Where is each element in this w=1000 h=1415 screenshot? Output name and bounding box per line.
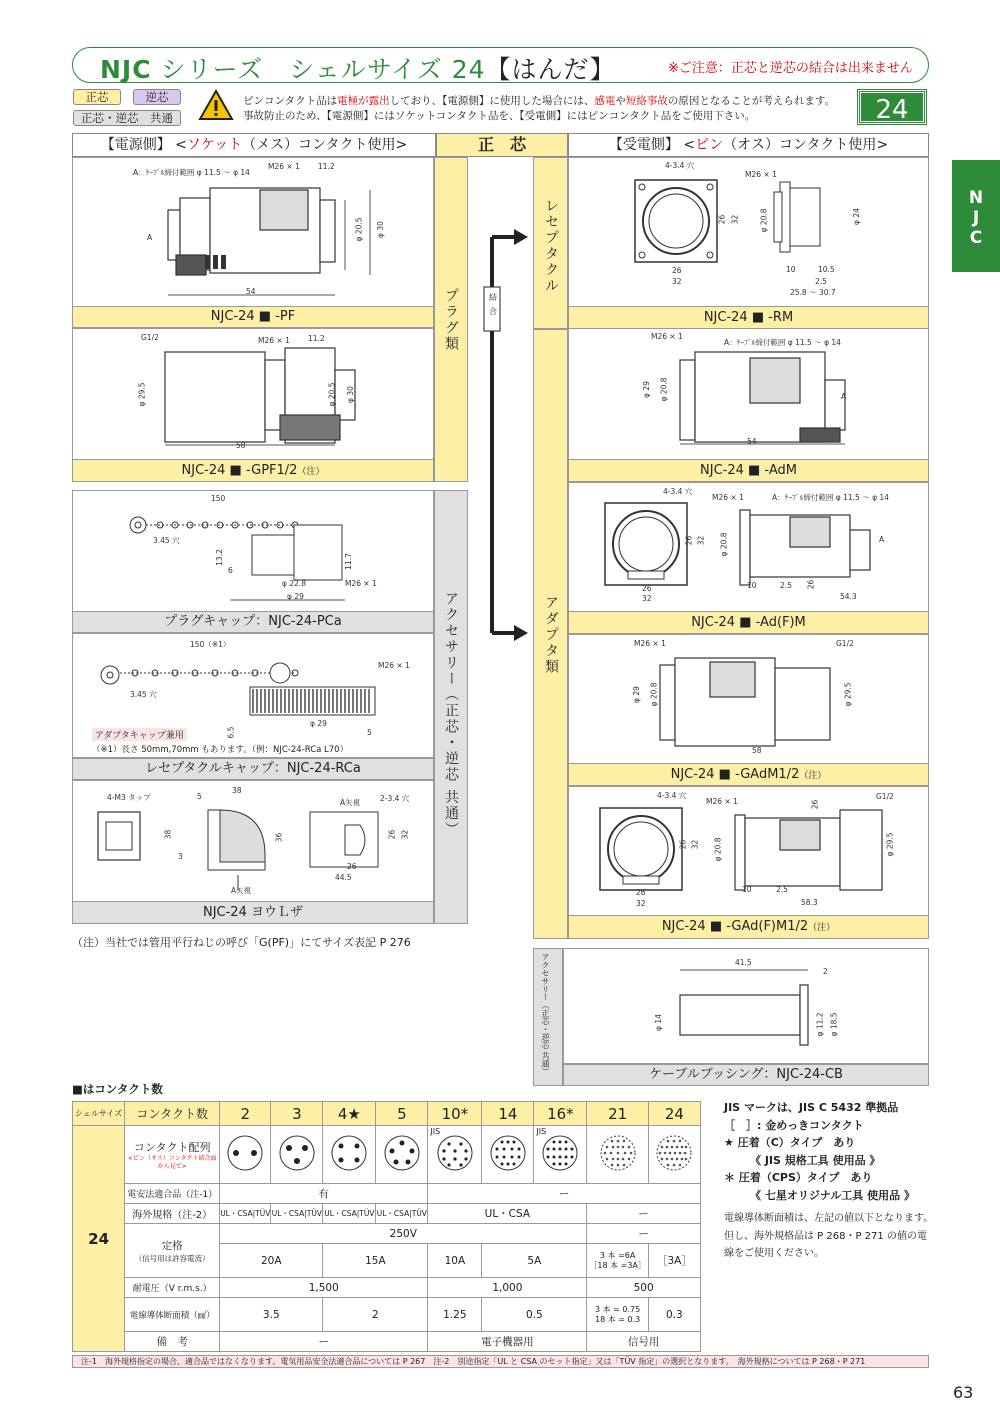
side-tab-njc[interactable]: N J C [952, 160, 1000, 272]
wire-35: 3.5 [220, 1298, 323, 1332]
contact-count: 5 [376, 1102, 428, 1126]
pf-d54: 54 [246, 287, 256, 296]
volt-500: 500 [587, 1278, 701, 1298]
adm-d208: φ 20.8 [659, 377, 669, 402]
rating-15a: 15A [323, 1244, 428, 1278]
gadfm-d26: 26 [636, 888, 646, 897]
cb-d415: 41.5 [735, 958, 752, 967]
cb-d112: φ 11.2 [815, 1012, 825, 1037]
layout-24 [648, 1126, 700, 1184]
pf-d205: φ 20.5 [354, 217, 364, 242]
gadm-d295: φ 29.5 [843, 682, 853, 707]
adapter-cap-note: アダプタキャップ兼用 [92, 728, 187, 741]
wire-05: 0.5 [482, 1298, 587, 1332]
header-receive-side: 【受電側】 <ピン（オス）コンタクト使用> [568, 133, 929, 157]
adfm-d543: 54.3 [840, 592, 857, 601]
rca-d150: 150（※1） [190, 640, 231, 649]
label-rca: レセプタクルキャップ：NJC-24-RCa [72, 758, 434, 780]
pca-d228: φ 22.8 [282, 579, 307, 588]
gpf-g12: G1/2 [141, 333, 159, 342]
pca-d150: 150 [211, 494, 226, 503]
denan-header: 電安法適合品（注-1） [125, 1184, 220, 1204]
label-adfm: NJC-24 ■ -Ad(F)M [568, 611, 929, 634]
cb-d185: φ 18.5 [829, 1012, 839, 1037]
overseas-5: UL・CSA|TÜV [376, 1204, 428, 1224]
yoke-d26: 26 [347, 862, 357, 871]
yoke-m3: 4-M3 タップ [107, 793, 151, 802]
volt-1000: 1,000 [428, 1278, 587, 1298]
layout-16: JIS [534, 1126, 587, 1184]
shell-size-header: シェルサイズ [73, 1102, 125, 1126]
adfm-d10: 10 [747, 581, 757, 590]
gadm-d208: φ 20.8 [649, 682, 659, 707]
remark-dash: ー [220, 1332, 428, 1352]
rca-d65: 6.5 [226, 726, 236, 739]
yoke-d5: 5 [197, 792, 202, 801]
label-gadfm: NJC-24 ■ -GAd(F)M1/2（注） [568, 915, 929, 939]
yoke-d38: 38 [232, 786, 242, 795]
remark-electronics: 電子機器用 [428, 1332, 587, 1352]
overseas-dash: ー [587, 1204, 701, 1224]
rm-d25: 2.5 [815, 277, 827, 286]
rca-hole: 3.45 穴 [130, 690, 157, 699]
rm-d26v: 26 [717, 214, 727, 225]
adfm-hole: 4-3.4 穴 [663, 487, 693, 496]
layout-5 [376, 1126, 428, 1184]
right-notes: JIS マークは、JIS C 5432 準拠品 ［ ］: 金めっきコンタクト ★ 圧着（C）タイプ あり 《 JIS 規格工具 使用品 》 ＊ 圧着（CPS）タイプ あり 《 七星オリジナル工具 使用品 》 電線導体断面積は、左記の値以下となります。 但し、海外規格品は P 268・P 271 の値の電 線をご使用ください。 [724, 1101, 934, 1259]
rca-d29: φ 29 [310, 719, 327, 728]
footnote-g: （注）当社では管用平行ねじの呼び「G(PF)」にてサイズ表記 P 276 [72, 936, 411, 949]
gadfm-d208: φ 20.8 [713, 837, 723, 862]
rm-d258: 25.8 ～ 30.7 [790, 288, 836, 297]
layout-3 [271, 1126, 323, 1184]
rca-length-note: （※1）長さ 50mm,70mm もあります。（例：NJC-24-RCa L70） [92, 745, 349, 755]
label-gpf: NJC-24 ■ -GPF1/2（注） [72, 459, 434, 482]
contact-count: 2 [220, 1102, 271, 1126]
overseas-2: UL・CSA|TÜV [220, 1204, 271, 1224]
overseas-ul: UL・CSA [428, 1204, 587, 1224]
rating-header: 定格 （信号用は許容電流） [125, 1224, 220, 1278]
layout-10: JIS [428, 1126, 482, 1184]
gadfm-m26: M26 × 1 [706, 797, 738, 806]
adfm-m26: M26 × 1 [712, 493, 744, 502]
cb-d14: φ 14 [653, 1014, 663, 1031]
gadfm-hole: 4-3.4 穴 [657, 791, 687, 800]
overseas-4: UL・CSA|TÜV [323, 1204, 376, 1224]
adm-d29: φ 29 [641, 381, 651, 398]
receptacle-column: レセプタクル [533, 157, 568, 329]
label-pf: NJC-24 ■ -PF [72, 306, 434, 328]
tag-common: 正芯・逆芯 共通 [73, 110, 181, 126]
gpf-drawing [80, 330, 430, 460]
rm-d208: φ 20.8 [759, 208, 769, 233]
gadfm-d26top: 26 [810, 799, 820, 810]
yoke-d26v: 26 [387, 829, 397, 840]
header-seishin: 正 芯 [436, 133, 568, 157]
yoke-d445: 44.5 [335, 873, 352, 882]
contact-count: 16* [534, 1102, 587, 1126]
rating-10a: 10A [428, 1244, 482, 1278]
contact-count: 24 [648, 1102, 700, 1126]
overseas-header: 海外規格（注-2） [125, 1204, 220, 1224]
contact-count: 14 [482, 1102, 534, 1126]
gadm-drawing [650, 650, 890, 750]
contact-count: 3 [271, 1102, 323, 1126]
warning-text: ピンコンタクト品は電極が露出しており、【電源側】に使用した場合には、感電や短絡事故の原因となることが考えられます。 事故防止のため、【電源側】にはソケットコンタクト品を、【受電側】にはピンコンタクト品をご使用下さい。 [243, 95, 836, 122]
label-pca: プラグキャップ：NJC-24-PCa [72, 611, 434, 633]
yoke-d32v: 32 [400, 829, 410, 840]
gadfm-d32v: 32 [690, 839, 700, 850]
yoke-drawing [90, 800, 430, 895]
remark-header: 備 考 [125, 1332, 220, 1352]
gadfm-d25: 2.5 [776, 885, 788, 894]
rating-20a: 20A [220, 1244, 323, 1278]
adm-a: A [841, 392, 847, 401]
adfm-d32: 32 [642, 594, 652, 603]
contact-count: 4★ [323, 1102, 376, 1126]
adm-gauge: A：ｹｰﾌﾞﾙ締付範囲 φ 11.5 ～ φ 14 [724, 338, 841, 347]
rm-d10: 10 [786, 265, 796, 274]
layout-2 [220, 1126, 271, 1184]
shell-size-value: 24 [73, 1126, 125, 1352]
yoke-d36: 36 [274, 832, 284, 843]
shell-size-badge: 24 [858, 90, 926, 124]
rm-d105: 10.5 [818, 265, 835, 274]
title-bracket: 【はんだ】 [485, 55, 616, 84]
label-rm: NJC-24 ■ -RM [568, 306, 929, 329]
layout-14 [482, 1126, 534, 1184]
pca-d6: 6 [228, 566, 233, 575]
wire-125: 1.25 [428, 1298, 482, 1332]
layout-header: コンタクト配列 <ピン（オス）コンタクト結合面から見て> [125, 1126, 220, 1184]
rca-d5: 5 [367, 728, 372, 737]
contacts-header: コンタクト数 [125, 1102, 220, 1126]
accessory-small-column: アクセサリー（正芯・逆芯 共通） [533, 948, 563, 1086]
gadm-d29: φ 29 [631, 686, 641, 703]
layout-4 [323, 1126, 376, 1184]
gadfm-d10: 10 [742, 885, 752, 894]
rm-m26: M26 × 1 [745, 170, 777, 179]
pca-d132: 13.2 [214, 549, 224, 566]
pca-drawing [80, 500, 430, 610]
label-adm: NJC-24 ■ -AdM [568, 459, 929, 482]
gadm-g12: G1/2 [836, 639, 854, 648]
wire-24: 0.3 [648, 1298, 700, 1332]
rating-5a: 5A [482, 1244, 587, 1278]
spec-table [72, 1101, 701, 1352]
gadm-m26: M26 × 1 [634, 639, 666, 648]
page-number: 63 [953, 1383, 974, 1402]
rm-d24: φ 24 [851, 208, 861, 225]
adm-d54: 54 [747, 437, 757, 446]
pca-d29: φ 29 [287, 592, 304, 601]
yoke-aview2: A矢視 [231, 886, 252, 895]
rm-hole: 4-3.4 穴 [665, 161, 695, 170]
rm-d32v: 32 [730, 214, 740, 225]
rating-21: 3 本 =6A ［18 本 =3A］ [587, 1244, 649, 1278]
yoke-aview: A矢視 [340, 798, 361, 807]
contact-count: 10* [428, 1102, 482, 1126]
rating-voltage-dash: ー [587, 1224, 701, 1244]
gpf-m26: M26 × 1 [258, 336, 290, 345]
cb-d2: 2 [823, 967, 828, 976]
layout-21 [587, 1126, 649, 1184]
volt-1500: 1,500 [220, 1278, 428, 1298]
title-main: シリーズ シェルサイズ 24 [160, 55, 486, 84]
header-power-side: 【電源側】 <ソケット（メス）コンタクト使用> [72, 133, 436, 157]
pca-m26: M26 × 1 [345, 579, 377, 588]
gadfm-d583: 58.3 [801, 898, 818, 907]
gpf-d112: 11.2 [308, 334, 325, 343]
wire-2: 2 [323, 1298, 428, 1332]
pf-gauge: A：ｹｰﾌﾞﾙ締付範囲 φ 11.5 ～ φ 14 [133, 168, 250, 177]
contact-count: 21 [587, 1102, 649, 1126]
gadfm-d32: 32 [636, 899, 646, 908]
accessory-column: アクセサリー（正芯・逆芯 共通） [434, 490, 468, 924]
gadfm-d26v: 26 [678, 839, 688, 850]
adfm-gauge: A：ｹｰﾌﾞﾙ締付範囲 φ 11.5 ～ φ 14 [772, 493, 889, 502]
tag-seishin: 正芯 [73, 89, 121, 105]
pca-d117: 11.7 [343, 553, 353, 570]
pf-a: A [147, 233, 153, 242]
gadfm-g12: G1/2 [876, 792, 894, 801]
pf-m26: M26 × 1 [268, 162, 300, 171]
ketsugo-label: 結 合 [489, 293, 497, 316]
pf-d112: 11.2 [318, 162, 335, 171]
legend-contacts: ■はコンタクト数 [72, 1082, 163, 1096]
rca-m26: M26 × 1 [378, 661, 410, 670]
adfm-d25: 2.5 [780, 581, 792, 590]
label-yoke: NJC-24 ヨウＬザ [72, 901, 434, 924]
gpf-d205: φ 20.5 [327, 382, 337, 407]
label-gadm: NJC-24 ■ -GAdM1/2（注） [568, 763, 929, 786]
gpf-d295: φ 29.5 [137, 382, 147, 407]
pf-d30: φ 30 [375, 221, 385, 238]
adapter-column: アダプタ類 [533, 329, 568, 939]
adm-drawing [650, 340, 890, 450]
yoke-d38v: 38 [163, 829, 173, 840]
gpf-d30: φ 30 [345, 386, 355, 403]
rm-drawing [630, 172, 830, 292]
rating-voltage: 250V [220, 1224, 587, 1244]
adfm-d26v: 26 [684, 535, 694, 546]
gpf-d58: 58 [236, 441, 246, 450]
page-title [100, 50, 616, 86]
adfm-a: A [879, 535, 885, 544]
tag-gyakushin: 逆芯 [133, 89, 181, 105]
yoke-hole: 2-3.4 穴 [380, 794, 410, 803]
wire-21: 3 本 = 0.75 18 本 = 0.3 [587, 1298, 649, 1332]
rating-24: ［3A］ [648, 1244, 700, 1278]
footer-notes: 注-1 海外規格指定の場合、適合品ではなくなります。電気用品安全法適合品については P 267 注-2 別途指定「UL と CSA のセット指定」又は「TÜV 指定」の選択となります。 海外規格については P 268・P 271 [72, 1355, 929, 1368]
overseas-3: UL・CSA|TÜV [271, 1204, 323, 1224]
plug-column: プラグ類 [434, 157, 468, 482]
adfm-d208: φ 20.8 [719, 532, 729, 557]
cb-drawing [660, 965, 840, 1055]
rm-d32: 32 [672, 277, 682, 286]
yoke-d3: 3 [178, 852, 183, 861]
pca-hole: 3.45 穴 [153, 536, 180, 545]
adfm-d32v: 32 [696, 535, 706, 546]
adfm-d26: 26 [642, 584, 652, 593]
denan-yes: 有 [220, 1184, 428, 1204]
volt-header: 耐電圧（V r.m.s.） [125, 1278, 220, 1298]
remark-signal: 信号用 [587, 1332, 701, 1352]
wire-header: 電線導体断面積（㎟） [125, 1298, 220, 1332]
rm-d26: 26 [672, 266, 682, 275]
label-cb: ケーブルブッシング：NJC-24-CB [563, 1064, 929, 1086]
warning-icon [198, 89, 234, 121]
gadm-d58: 58 [752, 746, 762, 755]
adfm-d26b: 26 [806, 579, 816, 590]
coupling-arrows [480, 225, 530, 645]
caution-note: ※ご注意：正芯と逆芯の結合は出来ません [668, 61, 913, 76]
gadfm-d295: φ 29.5 [885, 832, 895, 857]
series-name: NJC [100, 55, 152, 84]
adm-m26: M26 × 1 [651, 332, 683, 341]
denan-no: ー [428, 1184, 701, 1204]
